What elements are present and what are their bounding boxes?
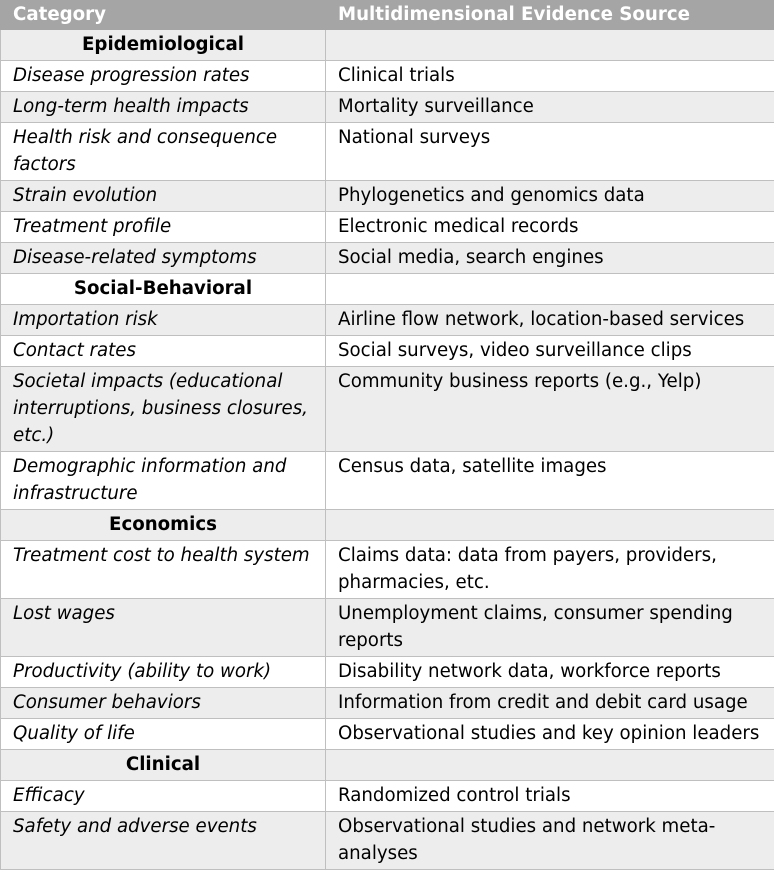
category-cell: Quality of life xyxy=(1,719,326,750)
table-row xyxy=(1,212,774,243)
table-row xyxy=(1,452,774,510)
evidence-source-cell: Mortality surveillance xyxy=(326,92,774,123)
evidence-source-cell: Community business reports (e.g., Yelp) xyxy=(326,367,774,452)
evidence-source-cell: Claims data: data from payers, providers, pharmacies, etc. xyxy=(326,541,774,599)
category-cell: Treatment profile xyxy=(1,212,326,243)
evidence-source-cell xyxy=(326,30,774,61)
category-cell: Health risk and consequence factors xyxy=(1,123,326,181)
category-cell: Importation risk xyxy=(1,305,326,336)
evidence-source-cell: Census data, satellite images xyxy=(326,452,774,510)
category-cell: Societal impacts (educational interruptions, business closures, etc.) xyxy=(1,367,326,452)
table-row xyxy=(1,123,774,181)
category-cell: Contact rates xyxy=(1,336,326,367)
evidence-source-cell: Clinical trials xyxy=(326,61,774,92)
table-row xyxy=(1,61,774,92)
evidence-source-cell xyxy=(326,274,774,305)
section-row xyxy=(1,510,774,541)
section-heading: Social-Behavioral xyxy=(1,274,326,305)
category-cell: Long-term health impacts xyxy=(1,92,326,123)
column-header-category: Category xyxy=(1,1,326,30)
table-row xyxy=(1,181,774,212)
category-cell: Consumer behaviors xyxy=(1,688,326,719)
table-row xyxy=(1,336,774,367)
table-row xyxy=(1,243,774,274)
table-body xyxy=(1,30,774,870)
category-cell: Efficacy xyxy=(1,781,326,812)
category-cell: Disease-related symptoms xyxy=(1,243,326,274)
evidence-source-cell: Information from credit and debit card usage xyxy=(326,688,774,719)
category-cell: Productivity (ability to work) xyxy=(1,657,326,688)
table-row xyxy=(1,305,774,336)
evidence-source-cell: Randomized control trials xyxy=(326,781,774,812)
evidence-source-cell: Observational studies and network meta-analyses xyxy=(326,812,774,870)
section-heading: Epidemiological xyxy=(1,30,326,61)
table-row xyxy=(1,719,774,750)
table-row xyxy=(1,781,774,812)
evidence-source-cell: National surveys xyxy=(326,123,774,181)
table-row xyxy=(1,367,774,452)
table-row xyxy=(1,92,774,123)
section-row xyxy=(1,274,774,305)
table-row xyxy=(1,541,774,599)
table-header-row xyxy=(1,1,774,30)
category-cell: Lost wages xyxy=(1,599,326,657)
table-row xyxy=(1,599,774,657)
table-row xyxy=(1,688,774,719)
section-row xyxy=(1,750,774,781)
evidence-source-cell: Unemployment claims, consumer spending reports xyxy=(326,599,774,657)
evidence-source-cell: Electronic medical records xyxy=(326,212,774,243)
evidence-source-cell: Social surveys, video surveillance clips xyxy=(326,336,774,367)
evidence-source-cell xyxy=(326,750,774,781)
section-row xyxy=(1,30,774,61)
category-cell: Demographic information and infrastructure xyxy=(1,452,326,510)
category-cell: Treatment cost to health system xyxy=(1,541,326,599)
evidence-source-cell: Phylogenetics and genomics data xyxy=(326,181,774,212)
section-heading: Economics xyxy=(1,510,326,541)
category-cell: Safety and adverse events xyxy=(1,812,326,870)
category-cell: Disease progression rates xyxy=(1,61,326,92)
evidence-source-cell xyxy=(326,510,774,541)
evidence-source-cell: Observational studies and key opinion leaders xyxy=(326,719,774,750)
evidence-source-cell: Disability network data, workforce reports xyxy=(326,657,774,688)
evidence-source-cell: Airline flow network, location-based services xyxy=(326,305,774,336)
category-cell: Strain evolution xyxy=(1,181,326,212)
section-heading: Clinical xyxy=(1,750,326,781)
table-row xyxy=(1,657,774,688)
column-header-evidence-source: Multidimensional Evidence Source xyxy=(326,1,774,30)
table-row xyxy=(1,812,774,870)
evidence-source-cell: Social media, search engines xyxy=(326,243,774,274)
